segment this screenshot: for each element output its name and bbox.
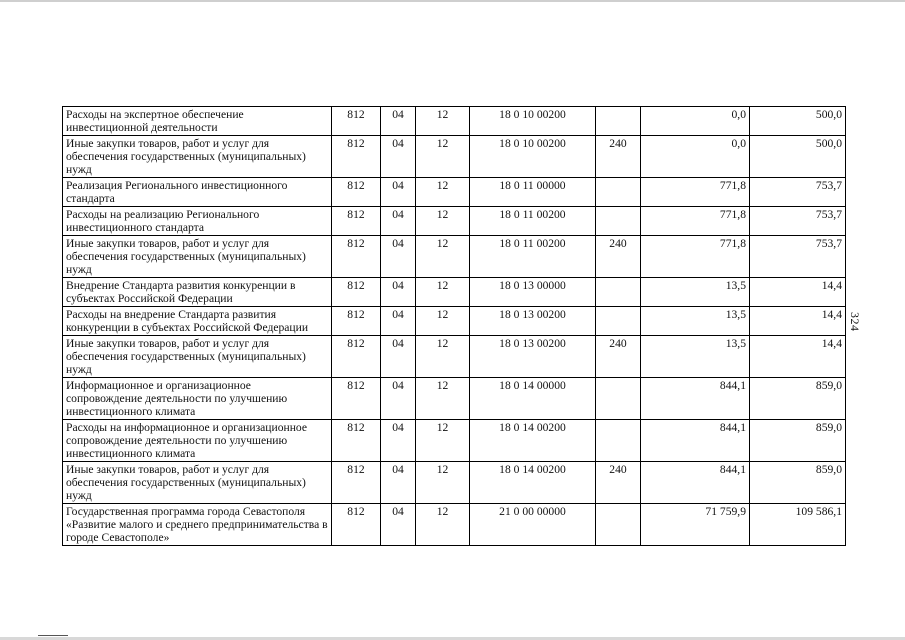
subsection-code-cell: 12 [416, 278, 470, 307]
target-article-cell: 18 0 13 00200 [470, 336, 596, 378]
amount-year1-cell: 844,1 [641, 378, 750, 420]
ministry-code-cell: 812 [332, 278, 381, 307]
subsection-code-cell: 12 [416, 378, 470, 420]
expense-type-cell: 240 [596, 136, 641, 178]
ministry-code-cell: 812 [332, 307, 381, 336]
amount-year1-cell: 771,8 [641, 236, 750, 278]
table-row [63, 136, 846, 178]
subsection-code-cell: 12 [416, 136, 470, 178]
table-row [63, 207, 846, 236]
amount-year2-cell: 109 586,1 [750, 504, 846, 546]
amount-year2-cell: 753,7 [750, 178, 846, 207]
scan-edge-top [0, 0, 905, 2]
table-body [63, 107, 846, 546]
expense-type-cell: 240 [596, 336, 641, 378]
target-article-cell: 18 0 10 00200 [470, 107, 596, 136]
target-article-cell: 18 0 11 00200 [470, 236, 596, 278]
ministry-code-cell: 812 [332, 107, 381, 136]
ministry-code-cell: 812 [332, 420, 381, 462]
row-name-cell: Государственная программа города Севастополя «Развитие малого и среднего предпринимательства в городе Севастополе» [63, 504, 332, 546]
subsection-code-cell: 12 [416, 420, 470, 462]
amount-year2-cell: 859,0 [750, 462, 846, 504]
target-article-cell: 18 0 14 00000 [470, 378, 596, 420]
page-number: 324 [848, 312, 862, 332]
section-code-cell: 04 [381, 107, 416, 136]
amount-year1-cell: 13,5 [641, 278, 750, 307]
subsection-code-cell: 12 [416, 178, 470, 207]
amount-year2-cell: 14,4 [750, 307, 846, 336]
subsection-code-cell: 12 [416, 336, 470, 378]
amount-year1-cell: 13,5 [641, 307, 750, 336]
target-article-cell: 18 0 11 00000 [470, 178, 596, 207]
ministry-code-cell: 812 [332, 236, 381, 278]
table-row [63, 107, 846, 136]
section-code-cell: 04 [381, 307, 416, 336]
row-name-cell: Расходы на реализацию Регионального инвестиционного стандарта [63, 207, 332, 236]
subsection-code-cell: 12 [416, 504, 470, 546]
ministry-code-cell: 812 [332, 462, 381, 504]
amount-year1-cell: 771,8 [641, 178, 750, 207]
table-row [63, 307, 846, 336]
row-name-cell: Информационное и организационное сопровождение деятельности по улучшению инвестиционного климата [63, 378, 332, 420]
table-row [63, 378, 846, 420]
row-name-cell: Иные закупки товаров, работ и услуг для обеспечения государственных (муниципальных) нужд [63, 462, 332, 504]
table-row [63, 420, 846, 462]
target-article-cell: 18 0 10 00200 [470, 136, 596, 178]
table-row [63, 236, 846, 278]
expense-type-cell [596, 207, 641, 236]
amount-year2-cell: 14,4 [750, 336, 846, 378]
table-row [63, 462, 846, 504]
amount-year1-cell: 0,0 [641, 107, 750, 136]
expense-type-cell [596, 504, 641, 546]
row-name-cell: Иные закупки товаров, работ и услуг для обеспечения государственных (муниципальных) нужд [63, 236, 332, 278]
amount-year2-cell: 753,7 [750, 236, 846, 278]
table-row [63, 278, 846, 307]
section-code-cell: 04 [381, 420, 416, 462]
row-name-cell: Расходы на экспертное обеспечение инвестиционной деятельности [63, 107, 332, 136]
target-article-cell: 18 0 14 00200 [470, 420, 596, 462]
amount-year1-cell: 844,1 [641, 420, 750, 462]
expense-type-cell: 240 [596, 236, 641, 278]
expense-type-cell: 240 [596, 462, 641, 504]
amount-year1-cell: 0,0 [641, 136, 750, 178]
section-code-cell: 04 [381, 504, 416, 546]
table-row [63, 336, 846, 378]
row-name-cell: Реализация Регионального инвестиционного стандарта [63, 178, 332, 207]
amount-year2-cell: 500,0 [750, 136, 846, 178]
amount-year2-cell: 859,0 [750, 378, 846, 420]
subsection-code-cell: 12 [416, 207, 470, 236]
subsection-code-cell: 12 [416, 107, 470, 136]
target-article-cell: 18 0 14 00200 [470, 462, 596, 504]
expense-type-cell [596, 278, 641, 307]
table-row [63, 178, 846, 207]
expense-type-cell [596, 307, 641, 336]
amount-year1-cell: 13,5 [641, 336, 750, 378]
target-article-cell: 18 0 13 00000 [470, 278, 596, 307]
amount-year2-cell: 859,0 [750, 420, 846, 462]
amount-year2-cell: 753,7 [750, 207, 846, 236]
subsection-code-cell: 12 [416, 307, 470, 336]
subsection-code-cell: 12 [416, 462, 470, 504]
row-name-cell: Расходы на информационное и организационное сопровождение деятельности по улучшению инвестиционного климата [63, 420, 332, 462]
row-name-cell: Внедрение Стандарта развития конкуренции в субъектах Российской Федерации [63, 278, 332, 307]
section-code-cell: 04 [381, 236, 416, 278]
section-code-cell: 04 [381, 462, 416, 504]
amount-year2-cell: 14,4 [750, 278, 846, 307]
row-name-cell: Иные закупки товаров, работ и услуг для обеспечения государственных (муниципальных) нужд [63, 336, 332, 378]
section-code-cell: 04 [381, 336, 416, 378]
table-row [63, 504, 846, 546]
expense-type-cell [596, 420, 641, 462]
subsection-code-cell: 12 [416, 236, 470, 278]
section-code-cell: 04 [381, 207, 416, 236]
ministry-code-cell: 812 [332, 336, 381, 378]
section-code-cell: 04 [381, 136, 416, 178]
section-code-cell: 04 [381, 178, 416, 207]
ministry-code-cell: 812 [332, 136, 381, 178]
ministry-code-cell: 812 [332, 207, 381, 236]
row-name-cell: Иные закупки товаров, работ и услуг для обеспечения государственных (муниципальных) нужд [63, 136, 332, 178]
scan-mark [38, 635, 68, 636]
expense-type-cell [596, 107, 641, 136]
section-code-cell: 04 [381, 378, 416, 420]
row-name-cell: Расходы на внедрение Стандарта развития конкуренции в субъектах Российской Федерации [63, 307, 332, 336]
amount-year1-cell: 71 759,9 [641, 504, 750, 546]
expense-type-cell [596, 178, 641, 207]
ministry-code-cell: 812 [332, 504, 381, 546]
budget-table [62, 106, 846, 546]
section-code-cell: 04 [381, 278, 416, 307]
target-article-cell: 18 0 11 00200 [470, 207, 596, 236]
amount-year1-cell: 771,8 [641, 207, 750, 236]
ministry-code-cell: 812 [332, 178, 381, 207]
target-article-cell: 21 0 00 00000 [470, 504, 596, 546]
amount-year2-cell: 500,0 [750, 107, 846, 136]
ministry-code-cell: 812 [332, 378, 381, 420]
expense-type-cell [596, 378, 641, 420]
target-article-cell: 18 0 13 00200 [470, 307, 596, 336]
amount-year1-cell: 844,1 [641, 462, 750, 504]
